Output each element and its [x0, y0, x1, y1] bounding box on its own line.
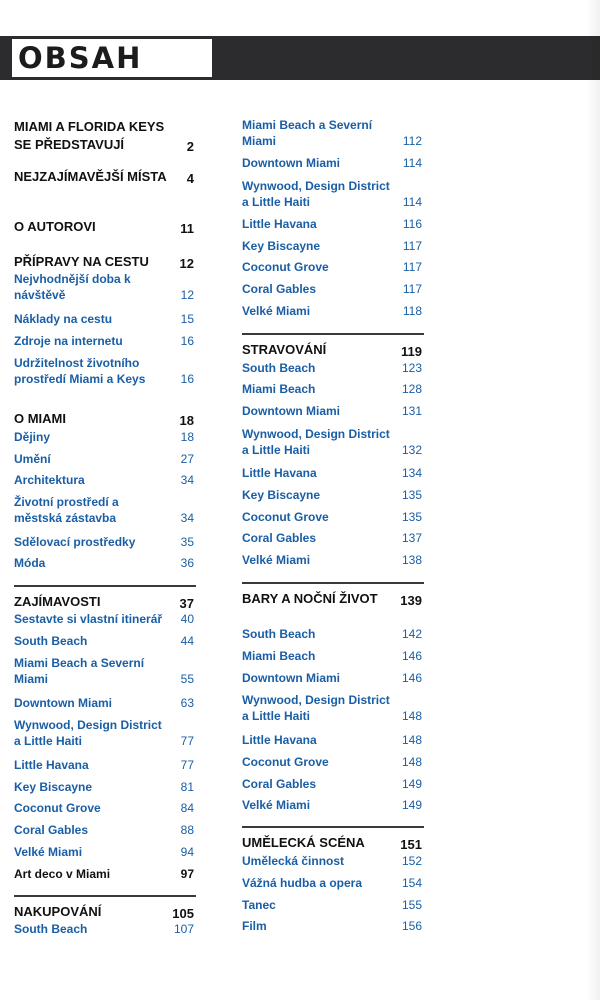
toc-entry-page: 154	[401, 876, 422, 890]
toc-entry-page: 16	[180, 372, 194, 386]
toc-entry-title: Umělecká činnost	[242, 854, 345, 868]
toc-entry-title: Coral Gables	[242, 282, 317, 296]
toc-section-title: MIAMI A FLORIDA KEYS SE PŘEDSTAVUJÍ	[14, 119, 165, 152]
toc-entry[interactable]	[242, 776, 422, 792]
toc-entry-page: 135	[401, 510, 422, 524]
toc-entry[interactable]	[14, 451, 194, 467]
toc-entry-title: Miami Beach a Severní Miami	[14, 656, 145, 686]
section-divider	[14, 895, 196, 897]
toc-entry-title: Životní prostředí a městská zástavba	[14, 495, 119, 525]
toc-entry[interactable]	[14, 333, 194, 349]
toc-entry-page: 40	[180, 612, 194, 626]
toc-entry-page: 116	[402, 217, 422, 231]
toc-entry-title: Wynwood, Design District a Little Haiti	[14, 718, 162, 748]
toc-section[interactable]	[242, 834, 422, 852]
toc-section-title: NAKUPOVÁNÍ	[14, 904, 102, 919]
toc-entry[interactable]	[14, 355, 194, 387]
toc-entry-title: Downtown Miami	[242, 156, 340, 170]
toc-entry[interactable]	[242, 281, 422, 297]
toc-section-page: 4	[186, 171, 194, 186]
toc-entry-title: Little Havana	[242, 217, 317, 231]
toc-entry-page: 135	[401, 488, 422, 502]
toc-entry-page: 117	[402, 260, 422, 274]
toc-entry-title: Architektura	[14, 473, 85, 487]
toc-entry[interactable]	[14, 311, 194, 327]
toc-entry[interactable]	[242, 754, 422, 770]
toc-entry-title: Wynwood, Design District a Little Haiti	[242, 179, 390, 209]
toc-entry[interactable]	[14, 844, 194, 860]
toc-entry-page: 112	[402, 134, 422, 148]
toc-entry-page: 81	[180, 780, 194, 794]
toc-entry-page: 27	[180, 452, 194, 466]
toc-entry-page: 77	[180, 758, 194, 772]
toc-entry-page: 35	[180, 535, 194, 549]
toc-entry-page: 149	[401, 798, 422, 812]
toc-section[interactable]	[14, 593, 194, 611]
toc-entry[interactable]	[14, 822, 194, 838]
toc-section-title: PŘÍPRAVY NA CESTU	[14, 254, 149, 269]
toc-entry-title: Velké Miami	[242, 553, 311, 567]
section-divider	[14, 585, 196, 587]
toc-entry-page: 138	[401, 553, 422, 567]
toc-entry-page: 18	[180, 430, 194, 444]
toc-entry-title: Little Havana	[242, 733, 317, 747]
toc-section-page: 105	[172, 906, 194, 921]
toc-section[interactable]	[14, 903, 194, 921]
toc-section[interactable]	[14, 410, 194, 428]
toc-entry-page: 155	[401, 898, 422, 912]
toc-entry[interactable]	[242, 918, 422, 934]
toc-entry[interactable]	[242, 117, 422, 149]
toc-entry-title: Nejvhodnější doba k návštěvě	[14, 272, 131, 302]
toc-entry-page: 148	[401, 755, 422, 769]
toc-entry[interactable]	[242, 216, 422, 232]
toc-entry-page: 63	[180, 696, 194, 710]
toc-entry-title: Film	[242, 919, 267, 933]
toc-entry[interactable]	[242, 692, 422, 724]
toc-section[interactable]	[14, 218, 194, 236]
toc-entry[interactable]	[242, 509, 422, 525]
toc-entry-title: Wynwood, Design District a Little Haiti	[242, 693, 390, 723]
toc-entry-page: 88	[180, 823, 194, 837]
toc-entry-page: 44	[180, 634, 194, 648]
toc-entry-title: Downtown Miami	[242, 404, 340, 418]
toc-entry-title: Udržitelnost životního prostředí Miami a Keys	[14, 356, 146, 386]
toc-entry-title: South Beach	[14, 634, 88, 648]
toc-entry-title: Umění	[14, 452, 51, 466]
toc-entry[interactable]	[14, 633, 194, 649]
toc-entry-title: Náklady na cestu	[14, 312, 113, 326]
toc-entry-page: 97	[180, 867, 194, 881]
toc-entry-title: Coral Gables	[242, 531, 317, 545]
toc-entry-title: Móda	[14, 556, 46, 570]
toc-entry-page: 131	[401, 404, 422, 418]
toc-entry-page: 55	[180, 672, 194, 686]
toc-entry-title: Downtown Miami	[242, 671, 340, 685]
toc-entry[interactable]	[242, 303, 422, 319]
toc-entry[interactable]	[242, 426, 422, 458]
toc-entry-title: Velké Miami	[242, 798, 311, 812]
toc-entry-title: Sestavte si vlastní itinerář	[14, 612, 163, 626]
toc-entry-page: 156	[401, 919, 422, 933]
section-divider	[242, 826, 424, 828]
toc-entry[interactable]	[14, 611, 194, 627]
toc-entry-title: Little Havana	[242, 466, 317, 480]
toc-entry-title: Zdroje na internetu	[14, 334, 123, 348]
toc-entry[interactable]	[242, 178, 422, 210]
toc-entry-page: 114	[402, 156, 422, 170]
toc-entry[interactable]	[242, 381, 422, 397]
toc-section[interactable]	[242, 590, 422, 608]
toc-entry-page: 12	[180, 288, 194, 302]
toc-entry-page: 123	[401, 361, 422, 375]
toc-entry-page: 107	[173, 922, 194, 936]
toc-entry-page: 117	[402, 239, 422, 253]
toc-entry-page: 137	[401, 531, 422, 545]
toc-entry-page: 148	[401, 709, 422, 723]
toc-entry[interactable]	[242, 797, 422, 813]
toc-entry-title: Key Biscayne	[242, 488, 321, 502]
toc-entry-page: 152	[401, 854, 422, 868]
toc-entry[interactable]	[242, 626, 422, 642]
toc-entry-page: 148	[401, 733, 422, 747]
toc-entry-page: 134	[401, 466, 422, 480]
toc-entry[interactable]	[14, 800, 194, 816]
toc-entry-title: Key Biscayne	[14, 780, 93, 794]
section-divider	[242, 582, 424, 584]
toc-entry-page: 16	[180, 334, 194, 348]
toc-entry[interactable]	[14, 534, 194, 550]
toc-entry-title: Sdělovací prostředky	[14, 535, 136, 549]
toc-entry-title: Art deco v Miami	[14, 867, 111, 881]
toc-entry-page: 142	[401, 627, 422, 641]
toc-entry[interactable]	[242, 732, 422, 748]
toc-entry-title: Dějiny	[14, 430, 51, 444]
toc-section-title: STRAVOVÁNÍ	[242, 342, 327, 357]
toc-entry[interactable]	[14, 695, 194, 711]
toc-entry[interactable]	[14, 717, 194, 749]
toc-entry-page: 15	[180, 312, 194, 326]
toc-entry-page: 94	[180, 845, 194, 859]
toc-entry-page: 128	[401, 382, 422, 396]
toc-entry[interactable]	[14, 429, 194, 445]
toc-entry[interactable]	[242, 670, 422, 686]
toc-entry[interactable]	[14, 472, 194, 488]
toc-entry-page: 117	[402, 282, 422, 296]
toc-entry-page: 146	[401, 671, 422, 685]
toc-entry-title: Miami Beach	[242, 382, 316, 396]
toc-entry[interactable]	[14, 494, 194, 526]
toc-section-page: 18	[179, 413, 194, 428]
toc-section-title: ZAJÍMAVOSTI	[14, 594, 101, 609]
toc-section-title: BARY A NOČNÍ ŽIVOT	[242, 591, 378, 606]
toc-entry-title: Velké Miami	[14, 845, 83, 859]
toc-entry-title: Tanec	[242, 898, 276, 912]
toc-section-title: O MIAMI	[14, 411, 66, 426]
toc-section-page: 151	[400, 837, 422, 852]
toc-entry-page: 118	[402, 304, 422, 318]
toc-section-page: 11	[180, 221, 194, 236]
toc-entry-title: Coconut Grove	[242, 510, 329, 524]
toc-entry-title: Downtown Miami	[14, 696, 112, 710]
toc-entry[interactable]	[242, 360, 422, 376]
toc-section[interactable]	[14, 253, 194, 271]
toc-entry[interactable]	[242, 465, 422, 481]
toc-entry[interactable]	[242, 530, 422, 546]
toc-section-page: 37	[179, 596, 194, 611]
toc-entry[interactable]	[242, 875, 422, 891]
toc-entry[interactable]	[14, 271, 194, 303]
toc-entry-page: 149	[401, 777, 422, 791]
toc-section-page: 12	[179, 256, 194, 271]
toc-entry-title: Key Biscayne	[242, 239, 321, 253]
section-divider	[242, 333, 424, 335]
toc-entry-title: South Beach	[242, 627, 316, 641]
toc-section-page: 139	[400, 593, 422, 608]
toc-entry-title: Miami Beach	[242, 649, 316, 663]
toc-entry-page: 34	[180, 511, 194, 525]
toc-section-title: O AUTOROVI	[14, 219, 96, 234]
toc-entry-title: Coconut Grove	[14, 801, 101, 815]
toc-section[interactable]	[14, 118, 194, 154]
toc-entry[interactable]	[14, 555, 194, 571]
toc-entry-page: 84	[180, 801, 194, 815]
toc-entry-title: South Beach	[14, 922, 88, 936]
toc-entry[interactable]	[242, 155, 422, 171]
toc-entry-page: 114	[402, 195, 422, 209]
toc-entry[interactable]	[242, 487, 422, 503]
toc-entry[interactable]	[14, 779, 194, 795]
toc-entry[interactable]	[242, 648, 422, 664]
toc-section-title: UMĚLECKÁ SCÉNA	[242, 835, 365, 850]
toc-section[interactable]	[242, 341, 422, 359]
toc-entry-title: Coconut Grove	[242, 260, 329, 274]
toc-entry-title: Wynwood, Design District a Little Haiti	[242, 427, 390, 457]
toc-entry[interactable]	[242, 552, 422, 568]
toc-entry[interactable]	[242, 897, 422, 913]
toc-entry-title: Vážná hudba a opera	[242, 876, 363, 890]
toc-section-page: 2	[186, 139, 194, 154]
toc-entry[interactable]	[14, 655, 194, 687]
toc-entry[interactable]	[242, 238, 422, 254]
toc-entry-title: Miami Beach a Severní Miami	[242, 118, 373, 148]
toc-section-page: 119	[401, 344, 422, 359]
page-title: OBSAH	[12, 39, 212, 77]
toc-section-title: NEJZAJÍMAVĚJŠÍ MÍSTA	[14, 169, 167, 184]
toc-entry-title: Coconut Grove	[242, 755, 329, 769]
toc-entry-title: Coral Gables	[242, 777, 317, 791]
toc-entry-title: South Beach	[242, 361, 316, 375]
toc-entry-page: 36	[180, 556, 194, 570]
toc-entry[interactable]	[242, 853, 422, 869]
toc-entry-page: 34	[180, 473, 194, 487]
page-edge-shadow	[586, 0, 600, 1000]
toc-entry-page: 146	[401, 649, 422, 663]
toc-entry-title: Little Havana	[14, 758, 89, 772]
toc-entry[interactable]	[14, 757, 194, 773]
toc-entry-title: Coral Gables	[14, 823, 89, 837]
toc-entry[interactable]	[242, 403, 422, 419]
toc-entry[interactable]	[14, 921, 194, 937]
toc-entry-page: 77	[180, 734, 194, 748]
toc-entry[interactable]	[242, 259, 422, 275]
toc-entry-title: Velké Miami	[242, 304, 311, 318]
toc-section[interactable]	[14, 168, 194, 186]
toc-entry-special[interactable]	[14, 866, 194, 882]
toc-entry-page: 132	[401, 443, 422, 457]
